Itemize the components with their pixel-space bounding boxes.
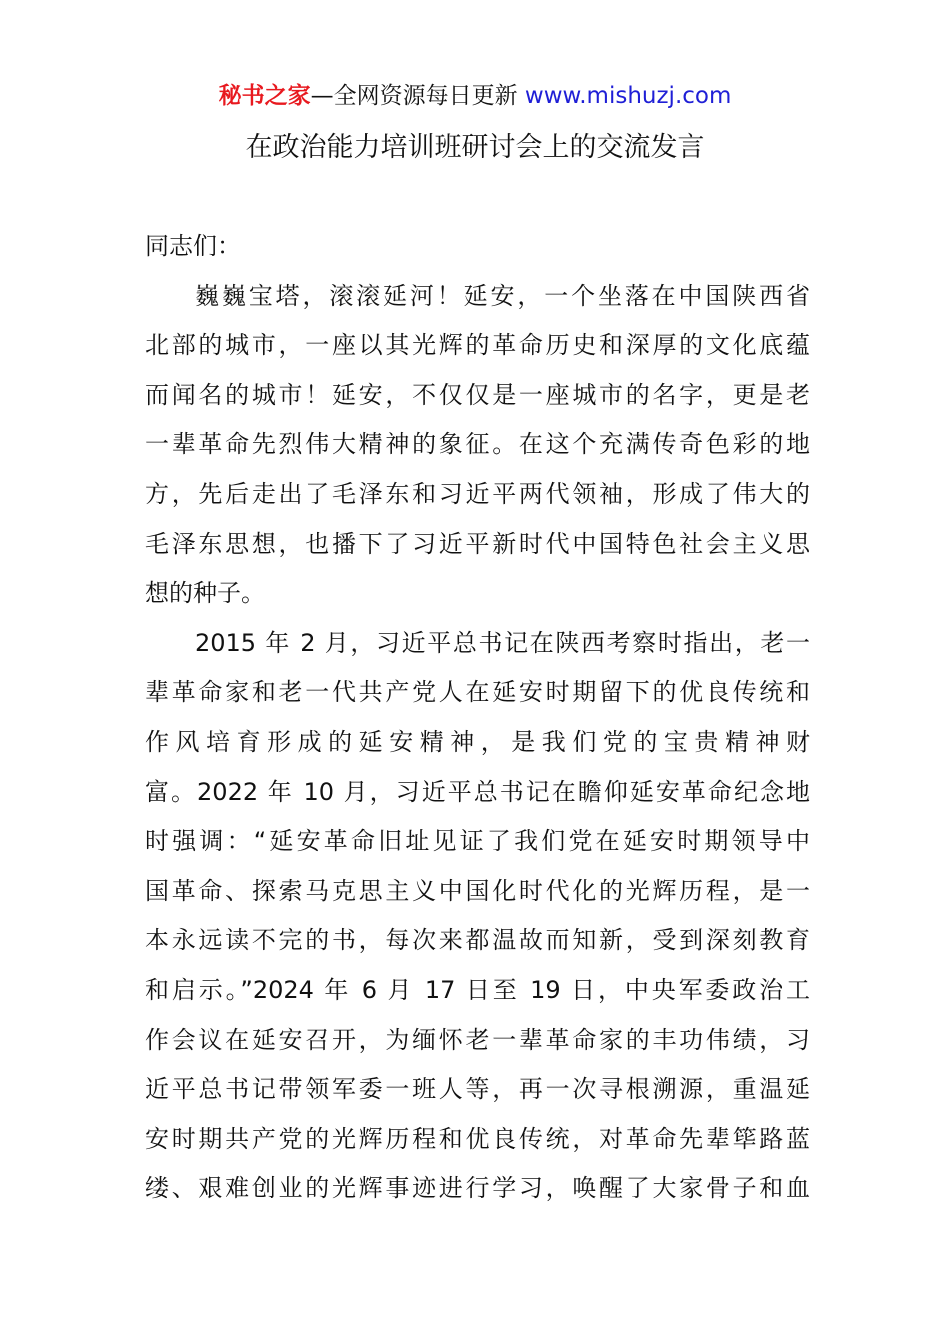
paragraph-line: 北部的城市，一座以其光辉的革命历史和深厚的文化底蕴: [145, 331, 810, 360]
paragraph-line: 巍巍宝塔，滚滚延河！延安，一个坐落在中国陕西省: [195, 281, 810, 310]
paragraph-line: 毛泽东思想，也播下了习近平新时代中国特色社会主义思: [145, 529, 810, 558]
document-body: [145, 222, 810, 1214]
paragraph-line: 一辈革命先烈伟大精神的象征。在这个充满传奇色彩的地: [145, 430, 810, 459]
greeting: 同志们：: [145, 232, 241, 260]
brand-name: 秘书之家: [218, 83, 311, 109]
paragraph-line: 方，先后走出了毛泽东和习近平两代领袖，形成了伟大的: [145, 479, 810, 508]
paragraph-line: 作风培育形成的延安精神，是我们党的宝贵精神财: [145, 727, 810, 756]
document-title: 在政治能力培训班研讨会上的交流发言: [245, 132, 705, 163]
paragraph-line: 安时期共产党的光辉历程和优良传统，对革命先辈筚路蓝: [145, 1124, 810, 1153]
paragraph-line: 时强调：“延安革命旧址见证了我们党在延安时期领导中: [145, 827, 810, 856]
paragraph-line: 国革命、探索马克思主义中国化时代化的光辉历程，是一: [145, 876, 810, 905]
paragraph-line: 和启示。”2024 年 6 月 17 日至 19 日，中央军委政治工: [145, 975, 810, 1004]
paragraph-line: 作会议在延安召开，为缅怀老一辈革命家的丰功伟绩，习: [145, 1025, 810, 1054]
paragraph-line: 本永远读不完的书，每次来都温故而知新，受到深刻教育: [145, 926, 810, 955]
paragraph-line: 富。2022 年 10 月，习近平总书记在瞻仰延安革命纪念地: [145, 777, 810, 806]
paragraph-line: 辈革命家和老一代共产党人在延安时期留下的优良传统和: [145, 678, 810, 707]
paragraph-line: 缕、艰难创业的光辉事迹进行学习，唤醒了大家骨子和血: [145, 1174, 810, 1203]
paragraph-line: 想的种子。: [145, 579, 265, 608]
site-tagline: —全网资源每日更新: [310, 83, 525, 109]
site-header: [0, 80, 950, 112]
paragraph-2: [145, 619, 810, 1214]
paragraph-line: 2015 年 2 月，习近平总书记在陕西考察时指出，老一: [195, 628, 810, 657]
site-url-link[interactable]: www.mishuzj.com: [524, 83, 732, 109]
paragraph-line: 而闻名的城市！延安，不仅仅是一座城市的名字，更是老: [145, 380, 810, 409]
paragraph-line: 近平总书记带领军委一班人等，再一次寻根溯源，重温延: [145, 1075, 810, 1104]
paragraph-1: [145, 272, 810, 619]
